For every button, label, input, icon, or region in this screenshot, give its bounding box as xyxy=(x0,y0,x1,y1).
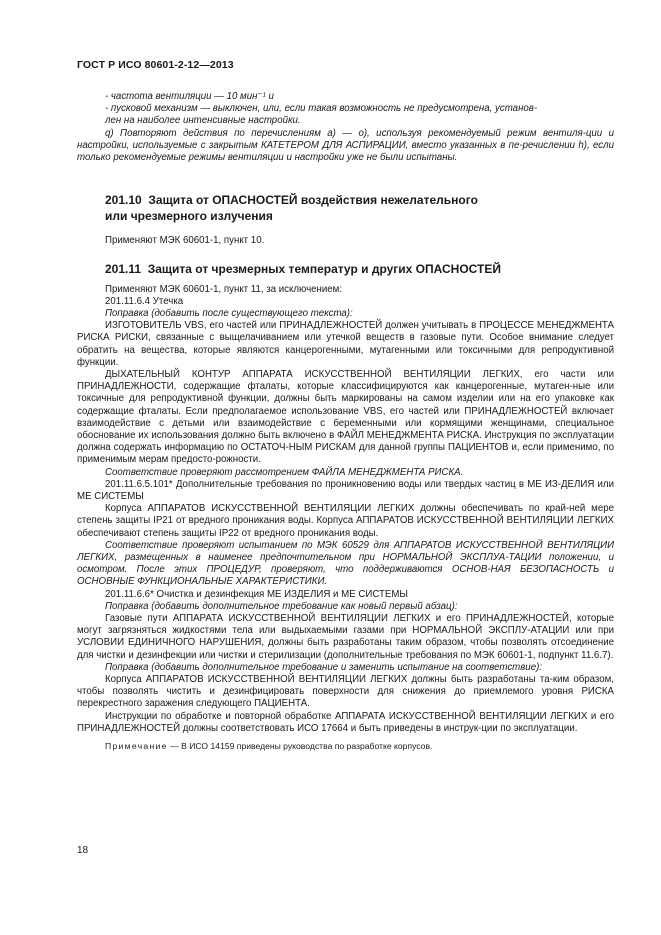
page-number: 18 xyxy=(77,845,89,856)
section-201-10-title-line1: Защита от ОПАСНОСТЕЙ воздействия нежелательного xyxy=(148,193,478,207)
note-text: — В ИСО 14159 приведены руководства по разработке корпусов. xyxy=(167,741,433,752)
paragraph: Газовые пути АППАРАТА ИСКУССТВЕННОЙ ВЕНТИЛЯЦИИ ЛЕГКИХ и его ПРИНАДЛЕЖНОСТЕЙ, которые могут загрязняться жидкостями тела или выдыхаемыми газами при НОРМАЛЬНОЙ ЭКСПЛУ-АТАЦИИ или при УСЛОВИИ ЕДИНИЧНОГО НАРУШЕНИЯ, должны быть разработаны таким образом, чтобы позволять отсоединение для чистки и дезинфекции или чистки и стерилизации (дополнительные требования по МЭК 60601-1, подпункт 11.6.7). xyxy=(77,612,614,661)
paragraph: Корпуса АППАРАТОВ ИСКУССТВЕННОЙ ВЕНТИЛЯЦИИ ЛЕГКИХ должны быть разработаны та-ким образом, чтобы позволять чистить и дезинфицировать поверхности для снижения до приемлемого уровня РИСКА перекрестного заражения следующего ПАЦИЕНТА. xyxy=(77,674,614,710)
paragraph: ИЗГОТОВИТЕЛЬ VBS, его частей или ПРИНАДЛЕЖНОСТЕЙ должен учитывать в ПРОЦЕССЕ МЕНЕДЖМЕНТА РИСКА РИСКИ, связанные с выщелачиванием или утечкой веществ в газовые пути. Особое внимание следует обратить на вещества, которые являются канцерогенными, мутагенными или токсичными для репродуктивной функции. xyxy=(77,320,614,368)
subclause-heading-cleaning: 201.11.6.6* Очистка и дезинфекция МЕ ИЗДЕЛИЯ и МЕ СИСТЕМЫ xyxy=(105,588,409,600)
section-201-11-heading xyxy=(77,262,614,278)
amendment-note: Поправка (добавить дополнительное требование и заменить испытание на соответствие): xyxy=(105,661,542,673)
note-label: Примечание xyxy=(105,741,168,752)
section-201-10-heading xyxy=(77,193,614,224)
document-header: ГОСТ Р ИСО 80601-2-12—2013 xyxy=(77,59,234,71)
section-201-10-number: 201.10 xyxy=(105,193,142,207)
list-item-ventilation-rate: - частота вентиляции — 10 мин⁻¹ и xyxy=(105,91,274,102)
paragraph: ДЫХАТЕЛЬНЫЙ КОНТУР АППАРАТА ИСКУССТВЕННОЙ ВЕНТИЛЯЦИИ ЛЕГКИХ, его части или ПРИНАДЛЕЖНОСТИ, содержащие фталаты, которые классифицируются как канцерогенные, мутаген-ные или токсичные для репродуктивной функции, должны быть маркированы на самом изделии или на его упаковке как содержащие фталаты. Если предполагаемое использование VBS, его частей или ПРИНАДЛЕЖНОСТЕЙ включает взаимодействие с детьми или взаимодействие с беременными или кормящими женщинами, специальное обоснование их использования должно быть включено в ФАЙЛ МЕНЕДЖМЕНТА РИСКА. Инструкция по эксплуатации должна содержать информацию по ОСТАТОЧ-НЫМ РИСКАМ для данной группы ПАЦИЕНТОВ и, если применимо, по применимым мерам предосто-рожности. xyxy=(77,368,614,466)
section-201-10-body: Применяют МЭК 60601-1, пункт 10. xyxy=(105,235,265,246)
section-201-11 xyxy=(77,262,614,752)
subclause-heading-leakage: 201.11.6.4 Утечка xyxy=(105,295,184,307)
section-201-10-title-line2: или чрезмерного излучения xyxy=(105,208,273,223)
section-201-11-number: 201.11 xyxy=(105,262,142,276)
list-item-trigger-line1: - пусковой механизм — выключен, или, если такая возможность не предусмотрена, установ- xyxy=(105,103,538,115)
compliance-check: Соответствие проверяют испытанием по МЭК 60529 для АППАРАТОВ ИСКУССТВЕННОЙ ВЕНТИЛЯЦИИ ЛЕГКИХ, размещенных в наименее предпочтительном при НОРМАЛЬНОЙ ЭКСПЛУА-ТАЦИИ положении, и осмотром. После этих ПРОЦЕДУР, проверяют, что поддерживаются ОСНОВ-НАЯ БЕЗОПАСНОСТЬ и ОСНОВНЫЕ ФУНКЦИОНАЛЬНЫЕ ХАРАКТЕРИСТИКИ. xyxy=(77,539,614,588)
intro-block xyxy=(77,91,614,164)
list-item-q: q) Повторяют действия по перечислениям а) — о), используя рекомендуемый режим вентиля-ции и настройки, используемые с закрытым КАТЕТЕРОМ ДЛЯ АСПИРАЦИИ, вместо указанных в пе-речислении h), если только рекомендуемые режимы вентиляции и настройки уже не были испытаны. xyxy=(77,127,614,164)
paragraph: Применяют МЭК 60601-1, пункт 11, за исключением: xyxy=(105,283,343,295)
subclause-heading-ingress: 201.11.6.5.101* Дополнительные требования по проникновению воды или твердых частиц в МЕ ИЗ-ДЕЛИЯ или МЕ СИСТЕМЫ xyxy=(77,478,614,502)
section-201-10 xyxy=(77,193,614,247)
note xyxy=(77,741,614,752)
list-item-trigger-line2: лен на наиболее интенсивные настройки. xyxy=(105,115,301,127)
amendment-note: Поправка (добавить после существующего текста): xyxy=(105,307,353,319)
paragraph: Инструкции по обработке и повторной обработке АППАРАТА ИСКУССТВЕННОЙ ВЕНТИЛЯЦИИ ЛЕГКИХ и его ПРИНАДЛЕЖНОСТЕЙ должны соответствовать ИСО 17664 и быть приведены в инструк-ции по эксплуатации. xyxy=(77,710,614,734)
paragraph: Корпуса АППАРАТОВ ИСКУССТВЕННОЙ ВЕНТИЛЯЦИИ ЛЕГКИХ должны обеспечивать по край-ней мере степень защиты IP21 от вредного проникания воды. Корпуса АППАРАТОВ ИСКУССТВЕННОЙ ВЕНТИЛЯЦИИ ЛЕГКИХ обеспечивают степень защиты IP22 от вредного проникания воды. xyxy=(77,503,614,539)
section-201-11-title: Защита от чрезмерных температур и других ОПАСНОСТЕЙ xyxy=(147,262,501,276)
amendment-note: Поправка (добавить дополнительное требование как новый первый абзац): xyxy=(105,600,458,612)
compliance-check: Соответствие проверяют рассмотрением ФАЙЛА МЕНЕДЖМЕНТА РИСКА. xyxy=(105,466,464,478)
